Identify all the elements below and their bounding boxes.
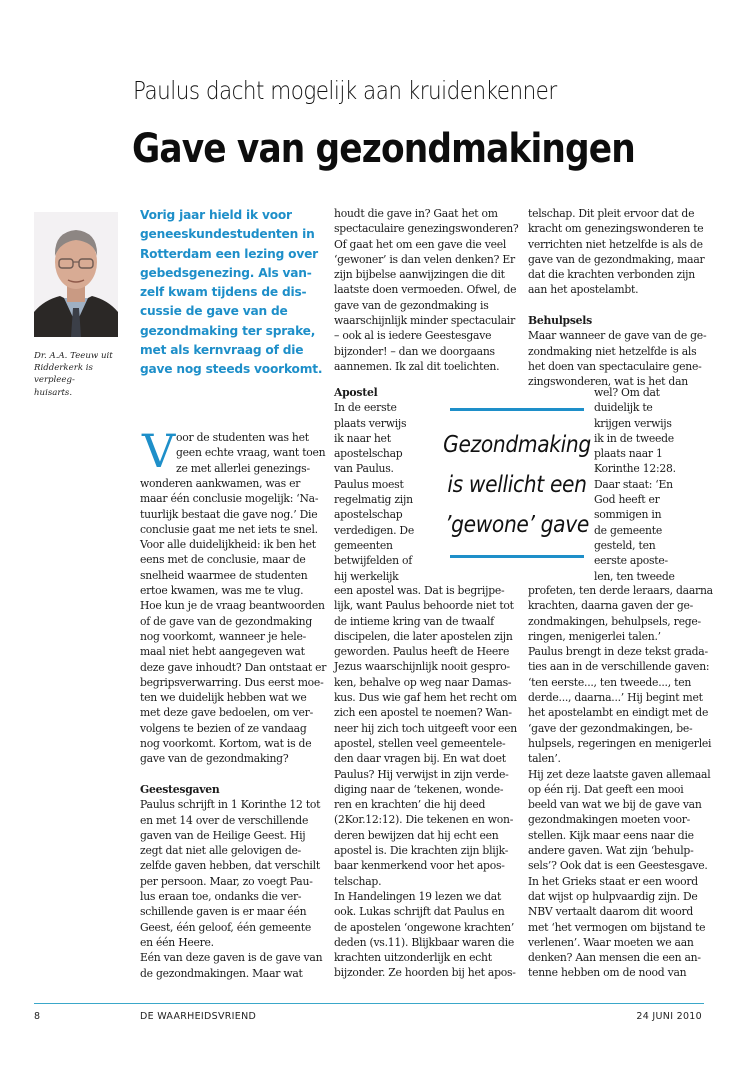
body-line: In de eerste: [334, 401, 397, 415]
body-line: discipelen, die later apostelen zijn: [334, 629, 513, 643]
body-line: zelfde gaven hebben, dat verschilt: [140, 859, 320, 873]
body-line: Maar wanneer de gave van de ge-: [528, 329, 707, 343]
caption-line: huisarts.: [34, 387, 73, 398]
body-line: de gemeente: [594, 523, 662, 537]
pull-quote: [420, 425, 614, 545]
body-line: denken? Aan mensen die een an-: [528, 951, 701, 965]
body-line: laatste doen vermoeden. Ofwel, de: [334, 283, 517, 297]
body-line: Daar staat: ‘En: [594, 477, 673, 491]
body-line: (2Kor.12:12). Die tekenen en won-: [334, 813, 514, 827]
body-line: – ook al is iedere Geestesgave: [334, 329, 492, 343]
body-line: maar één conclusie mogelijk: ‘Na-: [140, 492, 319, 506]
column-2-wrap-around: [334, 385, 414, 584]
body-line: ties aan in de verschillende gaven:: [528, 660, 710, 674]
body-line: profeten, ten derde leraars, daarna: [528, 584, 713, 597]
body-line: God heeft er: [594, 493, 660, 507]
intro-line: cussie de gave van de: [140, 304, 288, 319]
body-line: snelheid waarmee de studenten: [140, 568, 308, 582]
paragraph-spacer: [528, 298, 706, 313]
body-line: ringen, menigerlei talen.’: [528, 629, 661, 643]
footer-divider: [34, 1003, 704, 1004]
body-line: en één Heere.: [140, 935, 214, 949]
intro-line: gebedsgenezing. Als van-: [140, 265, 312, 280]
body-line: de gezondmakingen. Maar wat: [140, 966, 303, 980]
body-line: eens met de conclusie, maar de: [140, 553, 306, 567]
body-line: begripsverwarring. Dus eerst moe-: [140, 675, 324, 689]
body-line: apostel, stellen veel gemeentele-: [334, 736, 506, 750]
body-line: ‘gewoner’ is dan velen denken? Er: [334, 252, 515, 266]
body-line: baar kenmerkend voor het apos-: [334, 859, 505, 873]
body-line: zegt dat niet alle gelovigen de-: [140, 844, 302, 858]
body-line: Of gaat het om een gave die veel: [334, 237, 507, 251]
body-line: ‘ten eerste..., ten tweede..., ten: [528, 675, 692, 689]
body-line: gezondmakingen moeten voor-: [528, 813, 691, 827]
pull-quote-bottom-rule: [450, 555, 584, 558]
body-line: ze met allerlei genezings-: [176, 461, 310, 475]
pull-quote-line: ’gewone’ gave: [445, 512, 589, 538]
body-line: telschap. Dit pleit ervoor dat de: [528, 207, 695, 220]
body-line: geworden. Paulus heeft de Heere: [334, 645, 510, 659]
body-line: per persoon. Maar, zo voegt Pau-: [140, 874, 313, 888]
intro-lead: [140, 206, 323, 380]
body-line: In het Grieks staat er een woord: [528, 874, 698, 888]
body-line: of de gave van de gezondmaking: [140, 614, 312, 628]
body-line: aannemen. Ik zal dit toelichten.: [334, 359, 500, 373]
author-caption: [34, 350, 130, 399]
pull-quote-line: Gezondmaking: [443, 432, 591, 458]
body-line: Eén van deze gaven is de gave van: [140, 951, 323, 965]
body-line: eerste aposte-: [594, 554, 668, 568]
body-line: den daar vragen bij. En wat doet: [334, 752, 506, 766]
column-3-top: [528, 206, 706, 390]
body-line: gave van de gezondmaking is: [334, 298, 489, 312]
section-heading: Behulpsels: [528, 314, 592, 328]
intro-line: gave nog steeds voorkomt.: [140, 362, 323, 377]
body-line: duidelijk te: [594, 401, 653, 415]
body-line: deren bewijzen dat hij echt een: [334, 828, 499, 842]
body-line: kus. Dus wie gaf hem het recht om: [334, 691, 517, 705]
body-line: tuurlijk bestaat die gave nog.’ Die: [140, 507, 318, 521]
body-line: Paulus moest: [334, 477, 404, 491]
column-1-dropcap-lines: [176, 430, 325, 476]
intro-line: geneeskundestudenten in: [140, 227, 315, 242]
body-line: op één rij. Dat geeft een mooi: [528, 782, 684, 796]
column-3-bottom: [528, 583, 713, 981]
body-line: stellen. Kijk maar eens naar die: [528, 828, 694, 842]
pull-quote-line: is wellicht een: [447, 472, 587, 498]
body-line: maal niet hebt aangegeven wat: [140, 645, 305, 659]
body-line: dat wijst op hulpvaardig zijn. De: [528, 889, 698, 903]
body-line: aan het apostelambt.: [528, 283, 639, 297]
body-line: schillende gaven is er maar één: [140, 905, 307, 919]
column-2-bottom: [334, 583, 517, 981]
body-line: andere gaven. Wat zijn ‘behulp-: [528, 844, 694, 858]
body-line: hulpsels, regeringen en menigerlei: [528, 736, 712, 750]
body-line: ertoe kwamen, was me te vlug.: [140, 584, 304, 598]
body-line: ook. Lukas schrijft dat Paulus en: [334, 905, 505, 919]
body-line: Hij zet deze laatste gaven allemaal: [528, 767, 711, 781]
body-line: gaven van de Heilige Geest. Hij: [140, 828, 306, 842]
pull-quote-top-rule: [450, 408, 584, 411]
body-line: kracht om genezingswonderen te: [528, 222, 704, 236]
intro-line: gezondmaking ter sprake,: [140, 323, 316, 338]
body-line: derde..., daarna...’ Hij begint met: [528, 691, 703, 705]
body-line: sels’? Ook dat is een Geestesgave.: [528, 859, 708, 873]
body-line: apostel is. Die krachten zijn blijk-: [334, 844, 509, 858]
publication-name: DE WAARHEIDSVRIEND: [140, 1011, 257, 1022]
body-line: Paulus brengt in deze tekst grada-: [528, 645, 708, 659]
body-line: sommigen in: [594, 508, 662, 522]
body-line: zingswonderen, wat is het dan: [528, 375, 688, 389]
body-line: krachten uitzonderlijk en echt: [334, 951, 492, 965]
body-line: nog voorkomt, wanneer je hele-: [140, 629, 307, 643]
author-photo: [34, 212, 118, 337]
intro-line: zelf kwam tijdens de dis-: [140, 285, 307, 300]
body-line: regelmatig zijn: [334, 493, 413, 507]
body-line: zondmakingen, behulpsels, rege-: [528, 614, 701, 628]
body-line: de intieme kring van de twaalf: [334, 614, 494, 628]
body-line: verdedigen. De: [334, 523, 414, 537]
column-1: [140, 476, 326, 981]
body-line: zondmaking niet hetzelfde is als: [528, 344, 697, 358]
body-line: NBV vertaalt daarom dit woord: [528, 905, 694, 919]
column-2-top: [334, 206, 518, 374]
body-line: ik naar het: [334, 431, 391, 445]
paragraph-spacer: [140, 767, 326, 782]
body-line: ren en krachten’ die hij deed: [334, 798, 486, 812]
body-line: geen echte vraag, want toen: [176, 446, 326, 460]
body-line: wonderen aankwamen, was er: [140, 477, 301, 490]
caption-line: Ridderkerk is verpleeg-: [34, 363, 93, 386]
author-portrait-icon: [34, 212, 118, 337]
body-line: deden (vs.11). Blijkbaar waren die: [334, 935, 515, 949]
body-line: gesteld, ten: [594, 538, 656, 552]
page-number: 8: [34, 1011, 41, 1022]
intro-line: Vorig jaar hield ik voor: [140, 208, 292, 222]
body-line: Voor alle duidelijkheid: ik ben het: [140, 538, 316, 552]
body-line: In Handelingen 19 lezen we dat: [334, 889, 502, 903]
body-line: met ‘het vermogen om bijstand te: [528, 920, 706, 934]
body-line: telschap.: [334, 874, 382, 888]
body-line: len, ten tweede: [594, 569, 675, 583]
body-line: apostelschap: [334, 447, 403, 461]
intro-line: met als kernvraag of die: [140, 343, 304, 358]
body-line: beeld van wat we bij de gave van: [528, 798, 702, 812]
body-line: Geest, één geloof, één gemeente: [140, 920, 311, 934]
article-title: Gave van gezondmakingen: [132, 126, 635, 172]
body-line: conclusie gaat me net iets te snel.: [140, 522, 318, 536]
body-line: ten we duidelijk hebben wat we: [140, 691, 307, 705]
intro-line: Rotterdam een lezing over: [140, 246, 318, 261]
body-line: ik in de tweede: [594, 431, 674, 445]
drop-cap: V: [142, 424, 176, 478]
body-line: spectaculaire genezingswonderen?: [334, 222, 519, 236]
caption-line: Dr. A.A. Teeuw uit: [34, 351, 113, 361]
body-line: nog voorkomt. Kortom, wat is de: [140, 737, 312, 751]
body-line: Hoe kun je de vraag beantwoorden: [140, 599, 325, 613]
body-line: verrichten niet hetzelfde is als de: [528, 237, 703, 251]
body-line: met deze gave bedoelen, om ver-: [140, 706, 313, 720]
body-line: dat die krachten verbonden zijn: [528, 268, 695, 282]
section-heading: Apostel: [334, 386, 378, 399]
body-line: van Paulus.: [334, 462, 394, 476]
body-line: diging naar de ‘tekenen, wonde-: [334, 782, 504, 796]
body-line: Jezus waarschijnlijk nooit gespro-: [334, 660, 510, 674]
body-line: betwijfelden of: [334, 554, 412, 568]
body-line: bijzonder. Ze hoorden bij het apos-: [334, 966, 516, 980]
body-line: tenne hebben om de nood van: [528, 966, 687, 980]
body-line: verlenen’. Waar moeten we aan: [528, 935, 694, 949]
body-line: het apostelambt en eindigt met de: [528, 706, 709, 720]
body-line: wel? Om dat: [594, 386, 660, 399]
body-line: een apostel was. Dat is begrijpe-: [334, 584, 505, 597]
body-line: bijzonder! – dan we doorgaans: [334, 344, 495, 358]
body-line: zich een apostel te noemen? Wan-: [334, 706, 512, 720]
body-line: en met 14 over de verschillende: [140, 813, 309, 827]
body-line: ken, behalve op weg naar Damas-: [334, 675, 512, 689]
body-line: neer hij zich toch uitgeeft voor een: [334, 721, 517, 735]
body-line: het doen van spectaculaire gene-: [528, 359, 702, 373]
body-line: plaats naar 1: [594, 447, 663, 461]
body-line: Paulus? Hij verwijst in zijn verde-: [334, 767, 509, 781]
body-line: deze gave inhoudt? Dan ontstaat er: [140, 660, 327, 674]
body-line: de apostelen ‘ongewone krachten’: [334, 920, 515, 934]
body-line: talen’.: [528, 752, 561, 766]
body-line: lus eraan toe, ondanks die ver-: [140, 890, 302, 904]
body-line: lijk, want Paulus behoorde niet tot: [334, 599, 514, 613]
body-line: Korinthe 12:28.: [594, 462, 676, 476]
body-line: krijgen verwijs: [594, 416, 672, 430]
body-line: volgens te bezien of ze vandaag: [140, 721, 307, 735]
body-line: oor de studenten was het: [176, 431, 309, 444]
body-line: zijn bijbelse aanwijzingen die dit: [334, 268, 505, 282]
body-line: Paulus schrijft in 1 Korinthe 12 tot: [140, 798, 321, 812]
body-line: gave van de gezondmaking, maar: [528, 252, 705, 266]
body-line: krachten, daarna gaven der ge-: [528, 599, 694, 613]
body-line: gemeenten: [334, 538, 393, 552]
body-line: houdt die gave in? Gaat het om: [334, 207, 498, 220]
article-kicker: Paulus dacht mogelijk aan kruidenkenner: [133, 76, 557, 105]
body-line: hij werkelijk: [334, 569, 399, 583]
body-line: ‘gave der gezondmakingen, be-: [528, 721, 693, 735]
body-line: apostelschap: [334, 508, 403, 522]
issue-date: 24 JUNI 2010: [636, 1011, 702, 1022]
section-heading: Geestesgaven: [140, 782, 220, 796]
body-line: waarschijnlijk minder spectaculair: [334, 314, 516, 328]
body-line: gave van de gezondmaking?: [140, 752, 289, 766]
body-line: plaats verwijs: [334, 416, 407, 430]
